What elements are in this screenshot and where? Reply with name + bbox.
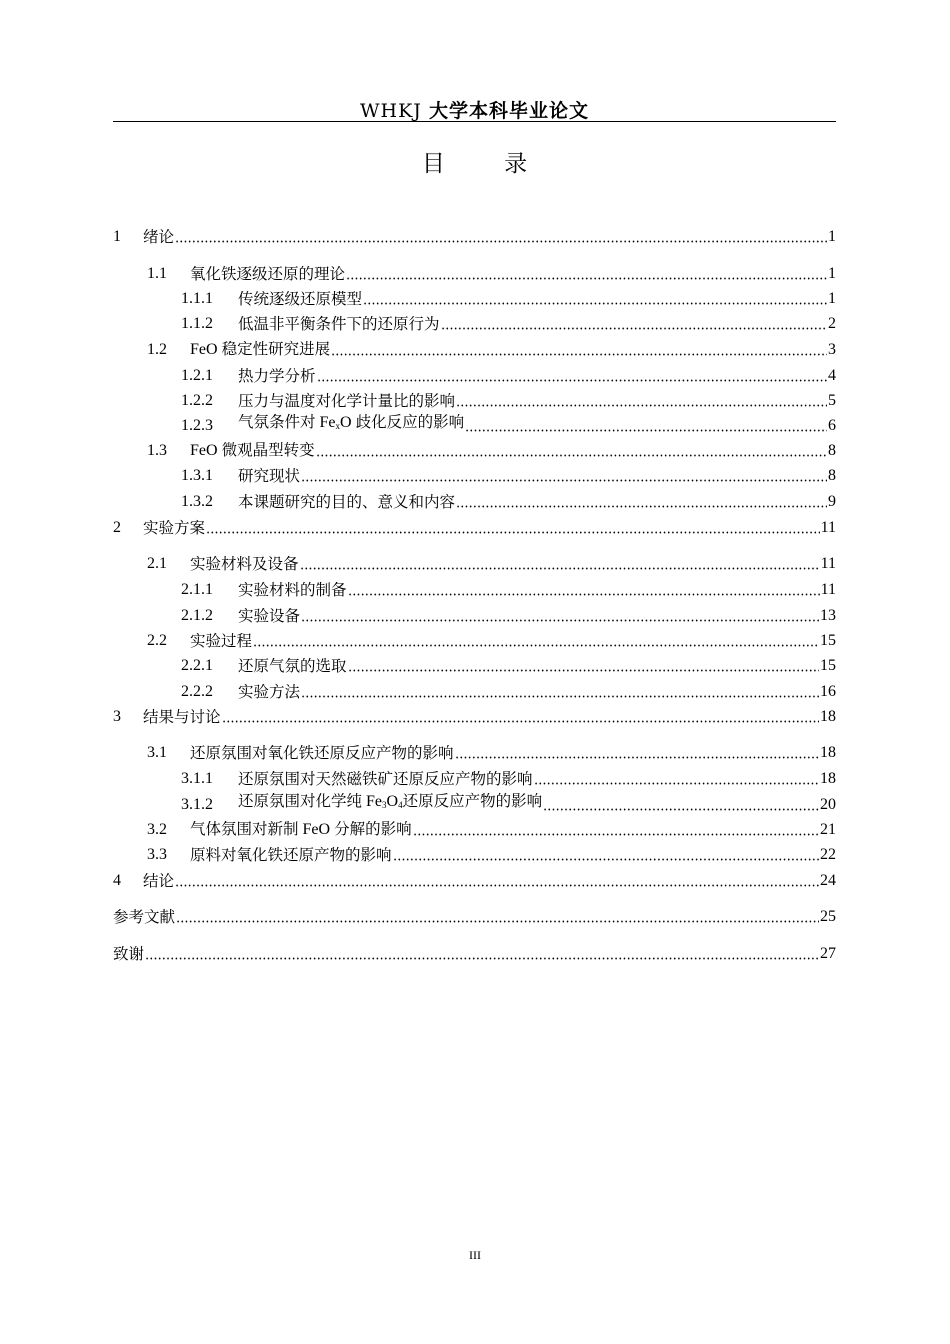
toc-entry[interactable] xyxy=(181,414,836,436)
toc-entry-page: 6 xyxy=(828,417,836,434)
page-number: III xyxy=(469,1248,481,1262)
dot-leader xyxy=(176,920,819,923)
toc-entry-title: 还原氛围对化学纯 $Fe_3O_4$还原反应产物的影响 xyxy=(238,792,543,810)
dot-leader xyxy=(465,429,827,432)
dot-leader xyxy=(348,669,819,672)
toc-entry-page: 5 xyxy=(828,392,836,409)
toc-entry[interactable] xyxy=(181,654,836,676)
toc-entry-number: 2.1.1 xyxy=(181,581,213,598)
toc-entry-title: 研究现状 xyxy=(238,467,301,485)
dot-leader xyxy=(301,695,819,698)
toc-entry[interactable] xyxy=(181,287,836,309)
dot-leader xyxy=(145,957,819,960)
header-chinese: 大学本科毕业论文 xyxy=(428,100,589,122)
toc-entry[interactable] xyxy=(181,680,836,702)
toc-entry-title: 实验材料的制备 xyxy=(238,581,347,599)
dot-leader xyxy=(543,808,819,811)
toc-entry-page: 4 xyxy=(828,367,836,384)
toc-entry-number: 2.1 xyxy=(147,555,167,572)
toc-entry[interactable] xyxy=(181,793,836,815)
dot-leader xyxy=(222,720,819,723)
toc-entry[interactable] xyxy=(181,767,836,789)
toc-entry-page: 20 xyxy=(820,796,836,813)
toc-entry[interactable] xyxy=(147,818,836,840)
toc-entry[interactable] xyxy=(113,942,836,964)
toc-entry-number: 2.1.2 xyxy=(181,607,213,624)
toc-entry-page: 13 xyxy=(820,607,836,624)
toc-entry-number: 3.3 xyxy=(147,846,167,863)
toc-entry-number: 3.1 xyxy=(147,744,167,761)
toc-entry-page: 27 xyxy=(820,945,836,962)
toc-entry[interactable] xyxy=(181,604,836,626)
toc-entry-page: 9 xyxy=(828,493,836,510)
toc-entry-page: 18 xyxy=(820,770,836,787)
dot-leader xyxy=(300,567,820,570)
dot-leader xyxy=(455,756,819,759)
toc-entry[interactable] xyxy=(181,389,836,411)
dot-leader xyxy=(346,277,827,280)
toc-entry-title: 实验设备 xyxy=(238,607,301,625)
toc-entry-title: FeO 微观晶型转变 xyxy=(190,441,315,459)
toc-entry[interactable] xyxy=(181,578,836,600)
dot-leader xyxy=(534,782,819,785)
dot-leader xyxy=(316,454,827,457)
toc-entry[interactable] xyxy=(147,338,836,360)
toc-entry-number: 2.2 xyxy=(147,632,167,649)
toc-entry-number: 1.2.2 xyxy=(181,392,213,409)
toc-entry-page: 22 xyxy=(820,846,836,863)
dot-leader xyxy=(456,404,827,407)
toc-entry[interactable] xyxy=(113,705,836,727)
dot-leader xyxy=(301,619,819,622)
toc-entry-page: 8 xyxy=(828,467,836,484)
toc-entry-number: 1.1 xyxy=(147,265,167,282)
page-title: 目 录 xyxy=(421,151,554,177)
dot-leader xyxy=(363,302,827,305)
toc-entry-page: 15 xyxy=(820,632,836,649)
toc-entry-title: 实验方法 xyxy=(238,683,301,701)
dot-leader xyxy=(441,327,827,330)
toc-entry[interactable] xyxy=(181,490,836,512)
dot-leader xyxy=(206,531,820,534)
toc-entry-page: 24 xyxy=(820,872,836,889)
dot-leader xyxy=(456,505,827,508)
toc-entry-title: 实验过程 xyxy=(190,632,253,650)
dot-leader xyxy=(413,833,819,836)
toc-entry-number: 1.3 xyxy=(147,442,167,459)
toc-entry-title: 致谢 xyxy=(113,945,145,963)
toc-entry-page: 2 xyxy=(828,315,836,332)
toc-entry[interactable] xyxy=(113,905,836,927)
dot-leader xyxy=(253,644,819,647)
toc-entry-page: 16 xyxy=(820,683,836,700)
toc-entry-number: 3.2 xyxy=(147,821,167,838)
toc-entry-number: 2 xyxy=(113,519,121,536)
toc-entry-title: 参考文献 xyxy=(113,908,176,926)
dot-leader xyxy=(393,858,819,861)
toc-entry-page: 21 xyxy=(820,821,836,838)
toc-entry-title: 原料对氧化铁还原产物的影响 xyxy=(190,846,392,864)
toc-entry-title: 传统逐级还原模型 xyxy=(238,290,363,308)
toc-entry-page: 18 xyxy=(820,708,836,725)
toc-entry[interactable] xyxy=(147,439,836,461)
toc-entry[interactable] xyxy=(147,741,836,763)
toc-entry-number: 2.2.1 xyxy=(181,657,213,674)
toc-entry[interactable] xyxy=(181,312,836,334)
toc-entry-title: FeO 稳定性研究进展 xyxy=(190,340,331,358)
toc-entry-title: 绪论 xyxy=(143,228,175,246)
toc-entry-title: 还原氛围对天然磁铁矿还原反应产物的影响 xyxy=(238,770,533,788)
toc-entry[interactable] xyxy=(113,225,836,247)
toc-entry-number: 1.1.2 xyxy=(181,315,213,332)
toc-entry-page: 1 xyxy=(828,290,836,307)
toc-entry[interactable] xyxy=(181,364,836,386)
toc-entry-page: 1 xyxy=(828,228,836,245)
toc-entry[interactable] xyxy=(147,629,836,651)
toc-entry-number: 3.1.2 xyxy=(181,796,213,813)
toc-entry-title: 气氛条件对 $Fe_xO$ 歧化反应的影响 xyxy=(238,413,465,431)
toc-entry-number: 1.3.1 xyxy=(181,467,213,484)
toc-entry-title: 氧化铁逐级还原的理论 xyxy=(190,265,346,283)
toc-entry-number: 1.2.1 xyxy=(181,367,213,384)
toc-entry[interactable] xyxy=(147,552,836,574)
toc-entry-page: 1 xyxy=(828,265,836,282)
toc-entry[interactable] xyxy=(113,869,836,891)
toc-entry-number: 1 xyxy=(113,228,121,245)
toc-entry-number: 2.2.2 xyxy=(181,683,213,700)
dot-leader xyxy=(301,479,827,482)
header-latin: WHKJ xyxy=(360,100,422,122)
toc-entry[interactable] xyxy=(147,262,836,284)
toc-entry[interactable] xyxy=(181,464,836,486)
toc-entry-page: 3 xyxy=(828,341,836,358)
toc-entry-number: 3 xyxy=(113,708,121,725)
toc-entry-page: 25 xyxy=(820,908,836,925)
toc-entry-page: 11 xyxy=(820,519,836,536)
toc-entry-page: 8 xyxy=(828,442,836,459)
toc-entry-number: 4 xyxy=(113,872,121,889)
toc-entry[interactable] xyxy=(147,843,836,865)
toc-entry-page: 15 xyxy=(820,657,836,674)
dot-leader xyxy=(331,353,827,356)
toc-entry-title: 低温非平衡条件下的还原行为 xyxy=(238,315,440,333)
toc-entry-number: 3.1.1 xyxy=(181,770,213,787)
toc-entry-title: 压力与温度对化学计量比的影响 xyxy=(238,392,456,410)
toc-entry-title: 实验材料及设备 xyxy=(190,555,299,573)
toc-entry-title: 结果与讨论 xyxy=(143,708,221,726)
toc-entry-number: 1.2.3 xyxy=(181,417,213,434)
toc-entry-number: 1.1.1 xyxy=(181,290,213,307)
toc-entry-page: 18 xyxy=(820,744,836,761)
toc-entry-title: 结论 xyxy=(143,872,175,890)
toc-entry-title: 本课题研究的目的、意义和内容 xyxy=(238,493,456,511)
toc-entry-title: 还原气氛的选取 xyxy=(238,657,347,675)
toc-entry-title: 气体氛围对新制 FeO 分解的影响 xyxy=(190,820,412,838)
dot-leader xyxy=(175,240,827,243)
toc-entry-title: 实验方案 xyxy=(143,519,206,537)
dot-leader xyxy=(348,593,820,596)
toc-entry-number: 1.2 xyxy=(147,341,167,358)
toc-entry[interactable] xyxy=(113,516,836,538)
toc-entry-title: 热力学分析 xyxy=(238,367,316,385)
dot-leader xyxy=(317,379,827,382)
dot-leader xyxy=(175,884,819,887)
toc-entry-page: 11 xyxy=(820,581,836,598)
toc-entry-title: 还原氛围对氧化铁还原反应产物的影响 xyxy=(190,744,454,762)
toc-entry-number: 1.3.2 xyxy=(181,493,213,510)
toc-entry-page: 11 xyxy=(820,555,836,572)
